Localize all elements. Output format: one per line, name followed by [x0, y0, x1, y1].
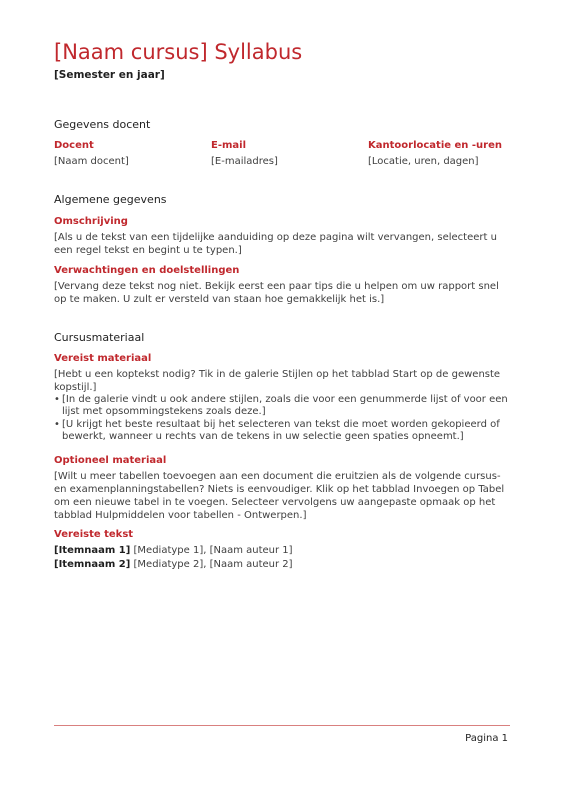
bullet-item[interactable]: • [U krijgt het beste resultaat bij het selecteren van tekst die moet worden gekopieerd of bewerkt, wanneer u rechts van de tekens in uw selectie geen spaties opneemt.]	[54, 419, 516, 443]
footer-divider	[54, 725, 510, 726]
email-value[interactable]: [E-mailadres]	[211, 156, 278, 167]
item-name: [Itemnaam 2]	[54, 559, 131, 570]
general-heading[interactable]: Algemene gegevens	[54, 193, 167, 206]
required-texts-heading[interactable]: Vereiste tekst	[54, 529, 134, 540]
expectations-text[interactable]: [Vervang deze tekst nog niet. Bekijk eerst een paar tips die u helpen om uw rapport snel op te maken. U zult er versteld van staan hoe gemakkelijk het is.]	[54, 281, 499, 305]
instructor-name[interactable]: [Naam docent]	[54, 156, 129, 167]
required-materials-heading[interactable]: Vereist materiaal	[54, 353, 152, 364]
item-details: [Mediatype 1], [Naam auteur 1]	[130, 545, 293, 556]
office-value[interactable]: [Locatie, uren, dagen]	[368, 156, 479, 167]
required-text-item[interactable]	[54, 559, 293, 570]
required-materials-text[interactable]: [Hebt u een koptekst nodig? Tik in de galerie Stijlen op het tabblad Start op de gewenste kopstijl.]	[54, 369, 501, 393]
expectations-heading[interactable]: Verwachtingen en doelstellingen	[54, 265, 240, 276]
document-title[interactable]: [Naam cursus] Syllabus	[54, 40, 303, 64]
required-text-item[interactable]	[54, 545, 293, 556]
description-heading[interactable]: Omschrijving	[54, 216, 128, 227]
document-subtitle[interactable]: [Semester en jaar]	[54, 69, 165, 81]
instructor-heading[interactable]: Gegevens docent	[54, 118, 151, 131]
item-name: [Itemnaam 1]	[54, 545, 131, 556]
email-label[interactable]: E-mail	[211, 140, 247, 151]
instructor-label[interactable]: Docent	[54, 140, 94, 151]
office-label[interactable]: Kantoorlocatie en -uren	[368, 140, 502, 151]
bullet-item[interactable]: • [In de galerie vindt u ook andere stijlen, zoals die voor een genummerde lijst of voor een lijst met opsommingstekens zoals deze.]	[54, 394, 516, 418]
materials-heading[interactable]: Cursusmateriaal	[54, 331, 145, 344]
optional-materials-text[interactable]: [Wilt u meer tabellen toevoegen aan een document die eruitzien als de volgende cursus- en examenplanningstabellen? Niets is eenvoudiger. Klik op het tabblad Invoegen op Tabel om een nieuwe tabel in te voegen. Selecteer vervolgens uw aangepaste opmaak op het tabblad Hulpmiddelen voor tabellen - Ontwerpen.]	[54, 471, 505, 521]
bullet-list	[54, 394, 516, 444]
description-text[interactable]: [Als u de tekst van een tijdelijke aanduiding op deze pagina wilt vervangen, selecteert u een regel tekst en begint u te typen.]	[54, 232, 497, 256]
optional-materials-heading[interactable]: Optioneel materiaal	[54, 455, 167, 466]
item-details: [Mediatype 2], [Naam auteur 2]	[130, 559, 293, 570]
page-number: Pagina 1	[465, 733, 508, 744]
